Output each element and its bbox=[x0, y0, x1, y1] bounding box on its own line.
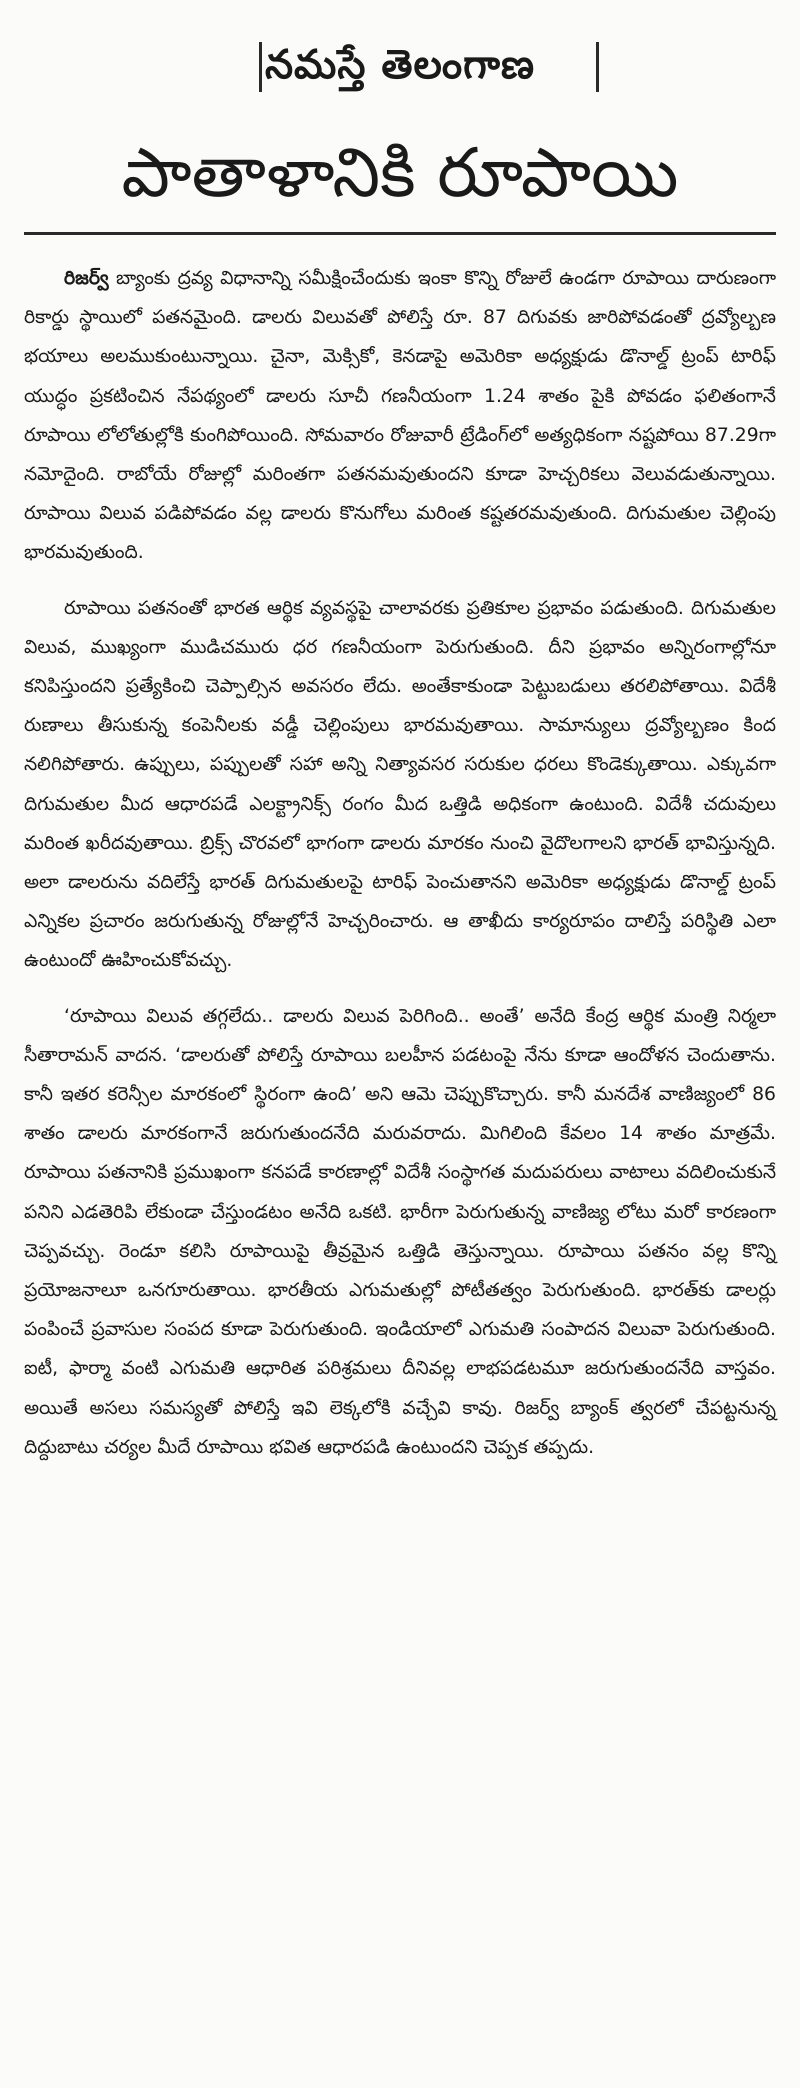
masthead bbox=[24, 0, 776, 118]
headline-rule bbox=[24, 232, 776, 235]
article-headline: పాతాళానికి రూపాయి bbox=[121, 134, 679, 213]
article-body bbox=[24, 259, 776, 1467]
masthead-right-bar bbox=[596, 42, 599, 92]
article-paragraph-3: ‘రూపాయి విలువ తగ్గలేదు.. డాలరు విలువ పెరిగింది.. అంతే’ అనేది కేంద్ర ఆర్థిక మంత్రి నిర్మలా సీతారామన్ వాదన. ‘డాలరుతో పోలిస్తే రూపాయి బలహీన పడటంపై నేను కూడా ఆందోళన చెందుతాను. కానీ ఇతర కరెన్సీల మారకంలో స్థిరంగా ఉంది’ అని ఆమె చెప్పుకొచ్చారు. కానీ మనదేశ వాణిజ్యంలో 86 శాతం డాలరు మారకంగానే జరుగుతుందనేది మరువరాదు. మిగిలింది కేవలం 14 శాతం మాత్రమే. రూపాయి పతనానికి ప్రముఖంగా కనపడే కారణాల్లో విదేశీ సంస్థాగత మదుపరులు వాటాలు వదిలించుకునే పనిని ఎడతెరిపి లేకుండా చేస్తుండటం అనేది ఒకటి. భారీగా పెరుగుతున్న వాణిజ్య లోటు మరో కారణంగా చెప్పవచ్చు. రెండూ కలిసి రూపాయిపై తీవ్రమైన ఒత్తిడి తెస్తున్నాయి. రూపాయి పతనం వల్ల కొన్ని ప్రయోజనాలూ ఒనగూరుతాయి. భారతీయ ఎగుమతుల్లో పోటీతత్వం పెరుగుతుంది. భారత్‌కు డాలర్లు పంపించే ప్రవాసుల సంపద కూడా పెరుగుతుంది. ఇండియాలో ఎగుమతి సంపాదన విలువా పెరుగుతుంది. ఐటీ, ఫార్మా వంటి ఎగుమతి ఆధారిత పరిశ్రమలు దీనివల్ల లాభపడటమూ జరుగుతుందనేది వాస్తవం. అయితే అసలు సమస్యతో పోలిస్తే ఇవి లెక్కలోకి వచ్చేవి కావు. రిజర్వ్ బ్యాంక్ త్వరలో చేపట్టనున్న దిద్దుబాటు చర్యల మీదే రూపాయి భవిత ఆధారపడి ఉంటుందని చెప్పక తప్పదు. bbox=[24, 1005, 776, 1458]
article-paragraph-2: రూపాయి పతనంతో భారత ఆర్థిక వ్యవస్థపై చాలావరకు ప్రతికూల ప్రభావం పడుతుంది. దిగుమతుల విలువ, ముఖ్యంగా ముడిచమురు ధర గణనీయంగా పెరుగుతుంది. దీని ప్రభావం అన్నిరంగాల్లోనూ కనిపిస్తుందని ప్రత్యేకించి చెప్పాల్సిన అవసరం లేదు. అంతేకాకుండా పెట్టుబడులు తరలిపోతాయి. విదేశీ రుణాలు తీసుకున్న కంపెనీలకు వడ్డీ చెల్లింపులు భారమవుతాయి. సామాన్యులు ద్రవ్యోల్బణం కింద నలిగిపోతారు. ఉప్పులు, పప్పులతో సహా అన్ని నిత్యావసర సరుకుల ధరలు కొండెక్కుతాయి. ఎక్కువగా దిగుమతుల మీద ఆధారపడే ఎలక్ట్రానిక్స్ రంగం మీద ఒత్తిడి అధికంగా ఉంటుంది. విదేశీ చదువులు మరింత ఖరీదవుతాయి. బ్రిక్స్ చొరవలో భాగంగా డాలరు మారకం నుంచి వైదొలగాలని భారత్ భావిస్తున్నది. అలా డాలరును వదిలేస్తే భారత్ దిగుమతులపై టారిఫ్ పెంచుతానని అమెరికా అధ్యక్షుడు డొనాల్డ్ ట్రంప్ ఎన్నికల ప్రచారం జరుగుతున్న రోజుల్లోనే హెచ్చరించారు. ఆ తాఖీదు కార్యరూపం దాలిస్తే పరిస్థితి ఎలా ఉంటుందో ఊహించుకోవచ్చు. bbox=[24, 597, 776, 972]
article-paragraph-1-text: బ్యాంకు ద్రవ్య విధానాన్ని సమీక్షించేందుకు ఇంకా కొన్ని రోజులే ఉండగా రూపాయి దారుణంగా రికార్డు స్థాయిలో పతనమైంది. డాలరు విలువతో పోలిస్తే రూ. 87 దిగువకు జారిపోవడంతో ద్రవ్యోల్బణ భయాలు అలముకుంటున్నాయి. చైనా, మెక్సికో, కెనడాపై అమెరికా అధ్యక్షుడు డొనాల్డ్ ట్రంప్ టారిఫ్ యుద్ధం ప్రకటించిన నేపథ్యంలో డాలరు సూచీ గణనీయంగా 1.24 శాతం పైకి పోవడం ఫలితంగానే రూపాయి లోలోతుల్లోకి కుంగిపోయింది. సోమవారం రోజువారీ ట్రేడింగ్‌లో అత్యధికంగా నష్టపోయి 87.29గా నమోదైంది. రాబోయే రోజుల్లో మరింతగా పతనమవుతుందని కూడా హెచ్చరికలు వెలువడుతున్నాయి. రూపాయి విలువ పడిపోవడం వల్ల డాలరు కొనుగోలు మరింత కష్టతరమవుతుంది. దిగుమతుల చెల్లింపు భారమవుతుంది. bbox=[24, 268, 776, 564]
article-lead-word: రిజర్వ్ bbox=[64, 268, 109, 289]
newspaper-name: నమస్తే తెలంగాణ bbox=[264, 42, 536, 88]
masthead-left-bar bbox=[259, 42, 262, 92]
article-paragraph-1 bbox=[24, 259, 776, 573]
